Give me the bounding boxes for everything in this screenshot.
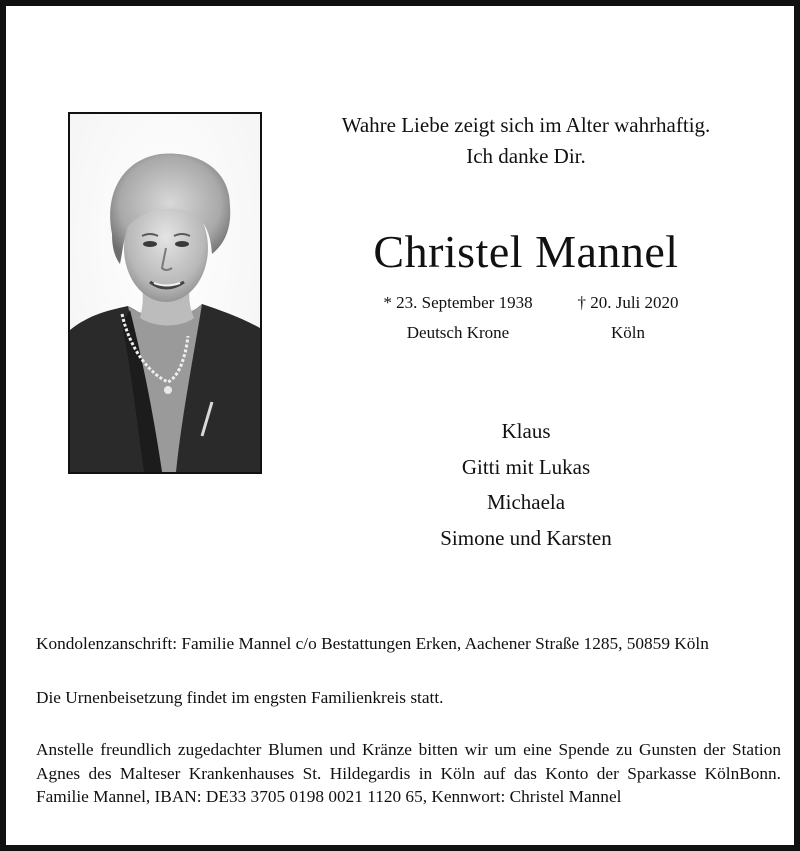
motto-line-1: Wahre Liebe zeigt sich im Alter wahrhaftig. — [341, 113, 711, 137]
mourner-name: Gitti mit Lukas — [461, 454, 591, 479]
death-info — [528, 288, 728, 348]
motto — [296, 110, 756, 172]
notices — [36, 632, 781, 809]
donation-request: Anstelle freundlich zugedachter Blumen und Kränze bitten wir um eine Spende zu Gunsten der Station Agnes des Malteser Krankenhauses St. Hildegardis in Köln auf das Konto der Sparkasse KölnBonn. Familie Mannel, IBAN: DE33 3705 0198 0021 1120 65, Kennwort: Christel Mannel — [36, 740, 781, 806]
portrait-photo — [68, 112, 262, 474]
condolence-address: Kondolenzanschrift: Familie Mannel c/o Bestattungen Erken, Aachener Straße 1285, 50859 Köln — [36, 634, 709, 653]
mourner-name: Klaus — [501, 419, 551, 443]
death-place: Köln — [611, 323, 645, 342]
mourner-name: Simone und Karsten — [440, 525, 612, 550]
birth-date: * 23. September 1938 — [383, 293, 533, 312]
deceased-name: Christel Mannel — [373, 226, 679, 277]
burial-notice: Die Urnenbeisetzung findet im engsten Familienkreis statt. — [36, 687, 444, 707]
mourner-name: Michaela — [486, 490, 566, 514]
death-date: † 20. Juli 2020 — [577, 293, 679, 312]
motto-line-2: Ich danke Dir. — [466, 144, 586, 168]
birth-place: Deutsch Krone — [406, 323, 510, 342]
mourners-list — [296, 414, 756, 556]
